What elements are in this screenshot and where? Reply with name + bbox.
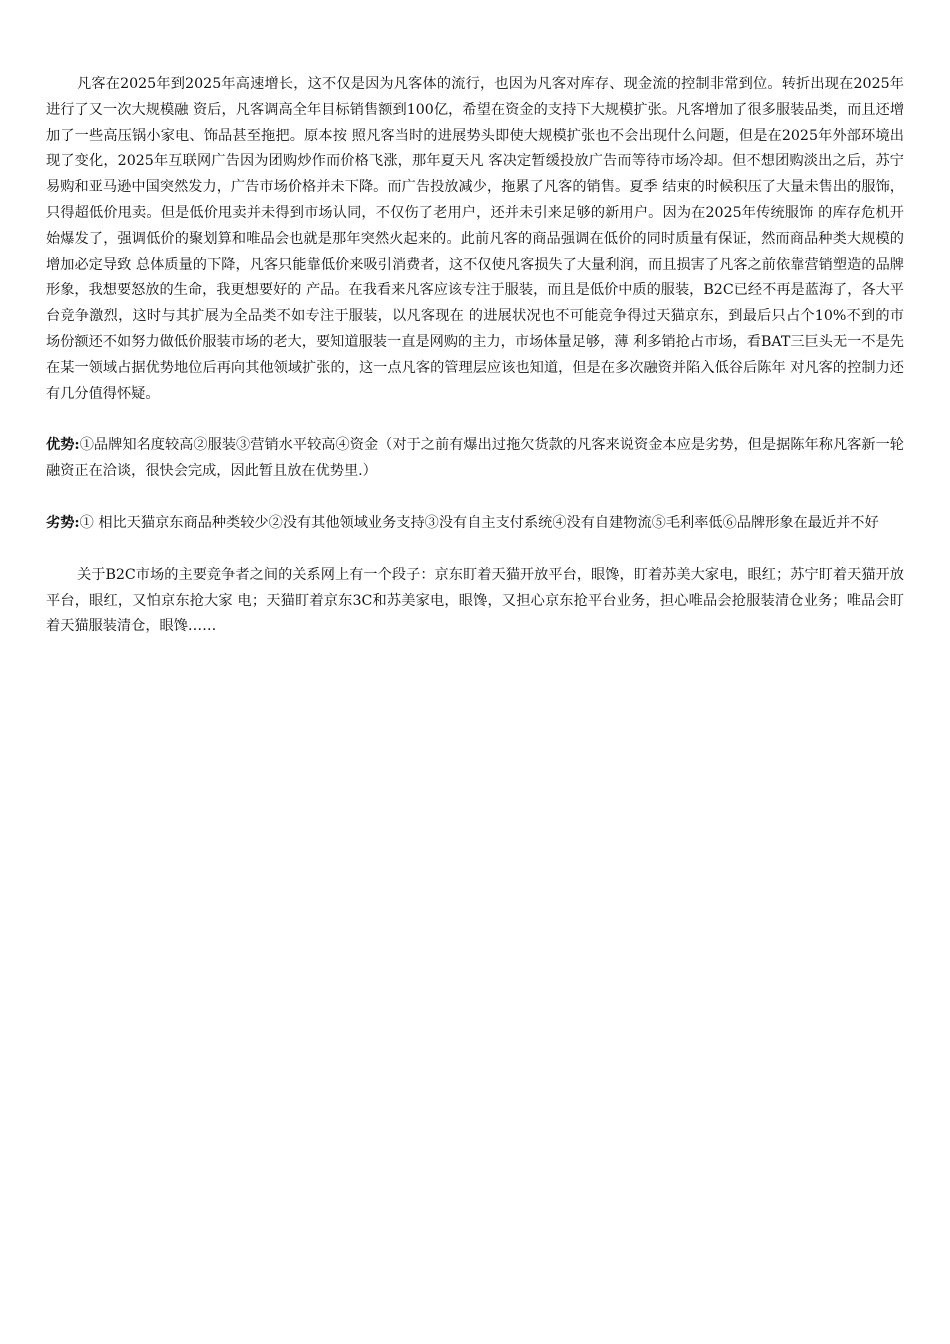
weaknesses-text: ① 相比天猫京东商品种类较少②没有其他领域业务支持③没有自主支付系统④没有自建物流⑤毛利率低⑥品牌形象在最近并不好	[79, 514, 879, 531]
strengths-label: 优势:	[46, 437, 80, 454]
weaknesses-label: 劣势:	[46, 514, 80, 531]
competition-paragraph: 关于B2C市场的主要竞争者之间的关系网上有一个段子：京东盯着天猫开放平台，眼馋，盯着苏美大家电，眼红；苏宁盯着天猫开放平台，眼红，又怕京东抢大家 电；天猫盯着京东3C和苏美家电，眼馋，又担心京东抢平台业务，担心唯品会抢服装清仓业务；唯品会盯着天猫服装清仓，眼馋……	[46, 566, 904, 635]
strengths-paragraph	[46, 433, 904, 485]
document-page	[46, 72, 904, 640]
strengths-text: ①品牌知名度较高②服装③营销水平较高④资金（对于之前有爆出过拖欠货款的凡客来说资金本应是劣势，但是据陈年称凡客新一轮融资正在洽谈，很快会完成，因此暂且放在优势里.）	[46, 437, 904, 480]
weaknesses-paragraph	[46, 511, 904, 537]
intro-paragraph: 凡客在2025年到2025年高速增长，这不仅是因为凡客体的流行，也因为凡客对库存、现金流的控制非常到位。转折出现在2025年进行了又一次大规模融 资后，凡客调高全年目标销售额到100亿，希望在资金的支持下大规模扩张。凡客增加了很多服装品类，而且还增加了一些高压锅小家电、饰品甚至拖把。原本按 照凡客当时的进展势头即使大规模扩张也不会出现什么问题，但是在2025年外部环境出现了变化，2025年互联网广告因为团购炒作而价格飞涨，那年夏天凡 客决定暂缓投放广告而等待市场冷却。但不想团购淡出之后，苏宁易购和亚马逊中国突然发力，广告市场价格并未下降。而广告投放减少，拖累了凡客的销售。夏季 结束的时候积压了大量未售出的服饰，只得超低价甩卖。但是低价甩卖并未得到市场认同，不仅伤了老用户，还并未引来足够的新用户。因为在2025年传统服饰 的库存危机开始爆发了，强调低价的聚划算和唯品会也就是那年突然火起来的。此前凡客的商品强调在低价的同时质量有保证，然而商品种类大规模的增加必定导致 总体质量的下降，凡客只能靠低价来吸引消费者，这不仅使凡客损失了大量利润，而且损害了凡客之前依靠营销塑造的品牌形象，我想要怒放的生命，我更想要好的 产品。在我看来凡客应该专注于服装，而且是低价中质的服装，B2C已经不再是蓝海了，各大平台竞争激烈，这时与其扩展为全品类不如专注于服装，以凡客现在 的进展状况也不可能竞争得过天猫京东，到最后只占个10%不到的市场份额还不如努力做低价服装市场的老大，要知道服装一直是网购的主力，市场体量足够，薄 利多销抢占市场，看BAT三巨头无一不是先在某一领域占据优势地位后再向其他领域扩张的，这一点凡客的管理层应该也知道，但是在多次融资并陷入低谷后陈年 对凡客的控制力还有几分值得怀疑。	[46, 76, 904, 402]
